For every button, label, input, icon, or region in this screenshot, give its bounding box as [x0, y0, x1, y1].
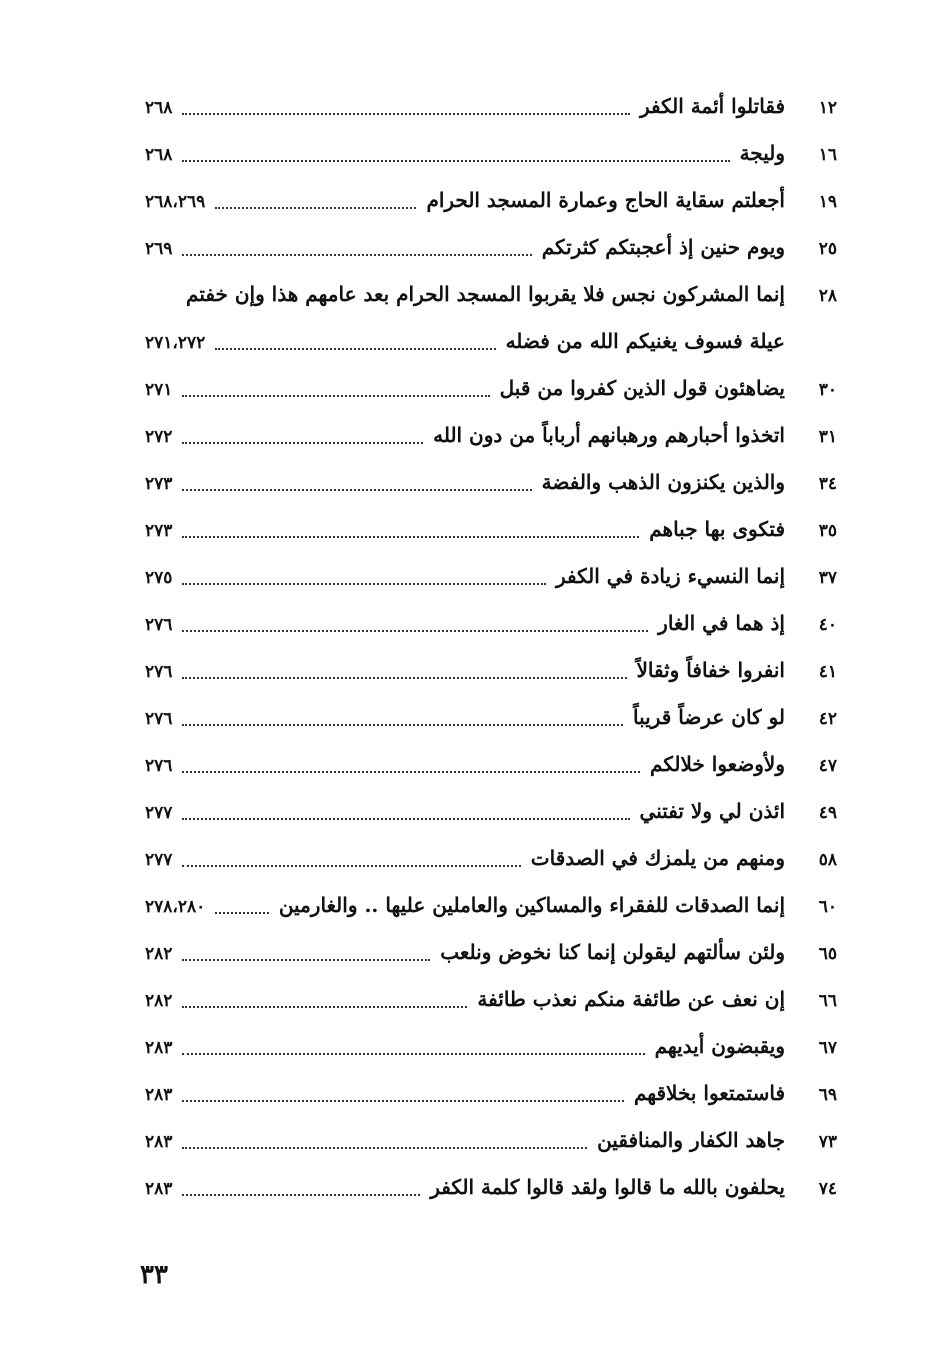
- page-reference: ٢٧٨،٢٨٠: [145, 897, 206, 917]
- page-reference: ٢٧٦: [145, 662, 173, 682]
- verse-text: جاهد الكفار والمنافقين: [597, 1128, 785, 1152]
- verse-number: ٦٠: [818, 897, 837, 917]
- verse-number: ٢٥: [818, 239, 837, 259]
- dot-leader: [182, 395, 489, 397]
- verse-number: ٣١: [818, 427, 837, 447]
- dot-leader: [215, 348, 495, 350]
- verse-number: ٧٣: [818, 1132, 837, 1152]
- verse-text: يضاهئون قول الذين كفروا من قبل: [499, 376, 785, 400]
- verse-number: ١٦: [818, 145, 837, 165]
- dot-leader: [182, 818, 629, 820]
- verse-number: ٦٩: [818, 1085, 837, 1105]
- dot-leader: [182, 489, 531, 491]
- verse-text: ويوم حنين إذ أعجبتكم كثرتكم: [541, 235, 785, 259]
- page-reference: ٢٦٨: [145, 145, 173, 165]
- index-entry: [145, 555, 837, 602]
- verse-text: اتخذوا أحبارهم ورهبانهم أرباباً من دون الله: [433, 423, 785, 447]
- page-reference: ٢٨٣: [145, 1038, 173, 1058]
- index-entry: [145, 1025, 837, 1072]
- page-reference: ٢٧٣: [145, 474, 173, 494]
- index-entry: [145, 696, 837, 743]
- dot-leader: [182, 536, 639, 538]
- verse-number: ٤٠: [818, 615, 837, 635]
- index-entry: [145, 1119, 837, 1166]
- index-entry: [145, 461, 837, 508]
- page-reference: ٢٦٨،٢٦٩: [145, 192, 206, 212]
- page-reference: ٢٧٧: [145, 803, 173, 823]
- dot-leader: [182, 583, 546, 585]
- page-reference: ٢٧٥: [145, 568, 173, 588]
- dot-leader: [182, 865, 520, 867]
- verse-text: إذ هما في الغار: [658, 611, 785, 635]
- verse-number: ٣٧: [818, 568, 837, 588]
- verse-number: ١٩: [818, 192, 837, 212]
- page-number: ٣٣: [140, 1260, 168, 1290]
- dot-leader: [182, 677, 626, 679]
- index-entry: [145, 978, 837, 1025]
- verse-number: ٦٥: [818, 944, 837, 964]
- verse-text: ومنهم من يلمزك في الصدقات: [530, 846, 785, 870]
- dot-leader: [182, 724, 623, 726]
- index-entry: [145, 179, 837, 226]
- verse-number: ٤١: [818, 662, 837, 682]
- index-entry: [145, 790, 837, 837]
- dot-leader: [215, 207, 416, 209]
- index-entry: [145, 884, 837, 931]
- dot-leader: [182, 113, 630, 115]
- verse-text: إن نعف عن طائفة منكم نعذب طائفة: [477, 987, 785, 1011]
- dot-leader: [182, 442, 423, 444]
- verse-number: ٧٤: [818, 1179, 837, 1199]
- index-entry: [145, 1166, 837, 1213]
- index-entry: [145, 226, 837, 273]
- dot-leader: [182, 1100, 624, 1102]
- page-reference: ٢٧١،٢٧٢: [145, 333, 206, 353]
- page-reference: ٢٨٣: [145, 1179, 173, 1199]
- index-entry: [145, 508, 837, 555]
- index-entry: [145, 85, 837, 132]
- dot-leader: [182, 630, 648, 632]
- verse-text: وليجة: [739, 141, 785, 165]
- verse-number: ٦٧: [818, 1038, 837, 1058]
- verse-number: ٤٧: [818, 756, 837, 776]
- verse-text: إنما النسيء زيادة في الكفر: [555, 564, 785, 588]
- page-reference: ٢٧٦: [145, 615, 173, 635]
- verse-text: فتكوى بها جباهم: [649, 517, 785, 541]
- page-reference: ٢٨٣: [145, 1085, 173, 1105]
- index-entry: [145, 649, 837, 696]
- page-reference: ٢٧٦: [145, 756, 173, 776]
- index-entry: [145, 273, 837, 367]
- verse-text: يحلفون بالله ما قالوا ولقد قالوا كلمة الكفر: [430, 1175, 785, 1199]
- verse-text: عيلة فسوف يغنيكم الله من فضله: [505, 329, 785, 353]
- dot-leader: [182, 1147, 587, 1149]
- index-entry: [145, 743, 837, 790]
- verse-number: ٦٦: [818, 991, 837, 1011]
- verse-number: ٣٥: [818, 521, 837, 541]
- verse-number: ٣٤: [818, 474, 837, 494]
- verse-text: لو كان عرضاً قريباً: [633, 705, 785, 729]
- page-reference: ٢٦٨: [145, 98, 173, 118]
- verse-number: ٤٢: [818, 709, 837, 729]
- verse-text: انفروا خفافاً وثقالاً: [636, 658, 785, 682]
- verse-number: ٢٨: [818, 286, 837, 306]
- dot-leader: [182, 160, 729, 162]
- index-entry: [145, 1072, 837, 1119]
- verse-number: ٥٨: [818, 850, 837, 870]
- verse-text-first-line: إنما المشركون نجس فلا يقربوا المسجد الحرام بعد عامهم هذا وإن خفتم: [186, 282, 785, 306]
- index-entry: [145, 367, 837, 414]
- verse-text: ويقبضون أيديهم: [654, 1034, 785, 1058]
- index-entry: [145, 602, 837, 649]
- page-reference: ٢٧١: [145, 380, 173, 400]
- page-reference: ٢٧٣: [145, 521, 173, 541]
- verse-text: أجعلتم سقاية الحاج وعمارة المسجد الحرام: [426, 188, 785, 212]
- verse-number: ١٢: [818, 98, 837, 118]
- dot-leader: [215, 912, 269, 914]
- dot-leader: [182, 1006, 467, 1008]
- page-reference: ٢٨٢: [145, 991, 173, 1011]
- verse-text: إنما الصدقات للفقراء والمساكين والعاملين عليها .. والغارمين: [278, 893, 785, 917]
- page-reference: ٢٧٦: [145, 709, 173, 729]
- verse-text: ولأوضعوا خلالكم: [650, 752, 785, 776]
- page-reference: ٢٧٢: [145, 427, 173, 447]
- page-reference: ٢٧٧: [145, 850, 173, 870]
- index-entry: [145, 414, 837, 461]
- dot-leader: [182, 1053, 644, 1055]
- page-reference: ٢٨٢: [145, 944, 173, 964]
- verse-index-list: [145, 85, 837, 1213]
- index-entry: [145, 931, 837, 978]
- dot-leader: [182, 254, 531, 256]
- verse-text: والذين يكنزون الذهب والفضة: [541, 470, 785, 494]
- dot-leader: [182, 1194, 420, 1196]
- dot-leader: [182, 959, 430, 961]
- page-reference: ٢٦٩: [145, 239, 173, 259]
- verse-text: فقاتلوا أئمة الكفر: [639, 94, 785, 118]
- verse-text: فاستمتعوا بخلاقهم: [633, 1081, 785, 1105]
- index-entry: [145, 837, 837, 884]
- verse-number: ٤٩: [818, 803, 837, 823]
- verse-text: ائذن لي ولا تفتني: [639, 799, 785, 823]
- verse-text: ولئن سألتهم ليقولن إنما كنا نخوض ونلعب: [440, 940, 785, 964]
- index-entry: [145, 132, 837, 179]
- page-reference: ٢٨٣: [145, 1132, 173, 1152]
- dot-leader: [182, 771, 640, 773]
- verse-number: ٣٠: [818, 380, 837, 400]
